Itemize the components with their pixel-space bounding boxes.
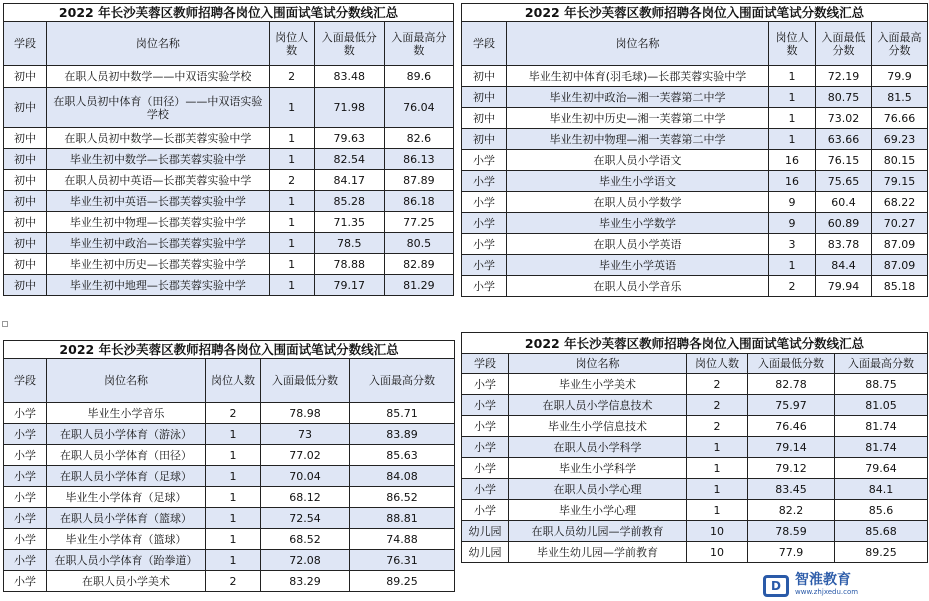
cell-max-score: 82.6 [384,128,453,149]
cell-count: 1 [269,191,314,212]
table-row [462,129,928,150]
cell-min-score: 63.66 [816,129,872,150]
cell-max-score: 85.63 [350,445,455,466]
table-row [462,500,928,521]
cell-max-score: 74.88 [350,529,455,550]
cell-stage: 初中 [4,128,47,149]
table-row [4,128,454,149]
cell-count: 1 [269,233,314,254]
cell-count: 3 [769,234,816,255]
cell-max-score: 89.25 [350,571,455,592]
cell-max-score: 84.08 [350,466,455,487]
table-title: 2022 年长沙芙蓉区教师招聘各岗位入围面试笔试分数线汇总 [462,4,928,22]
cell-min-score: 79.17 [314,275,384,296]
table-row [4,88,454,128]
cell-stage: 初中 [4,88,47,128]
cell-position: 毕业生初中地理—长郡芙蓉实验中学 [47,275,269,296]
cell-count: 2 [687,416,748,437]
table-row [462,458,928,479]
header-count: 岗位人数 [206,359,261,403]
cell-count: 1 [206,550,261,571]
header-min-score: 入面最低分数 [816,22,872,66]
cell-min-score: 72.19 [816,66,872,87]
cell-position: 在职人员初中英语—长郡芙蓉实验中学 [47,170,269,191]
table-row [462,374,928,395]
cell-min-score: 60.4 [816,192,872,213]
header-position: 岗位名称 [507,22,769,66]
cell-position: 在职人员小学体育（游泳） [47,424,206,445]
cell-count: 1 [269,254,314,275]
cell-count: 1 [206,487,261,508]
table-row [462,276,928,297]
header-position: 岗位名称 [47,22,269,66]
cell-max-score: 81.74 [835,416,928,437]
cell-stage: 小学 [462,458,509,479]
table-row [4,424,455,445]
header-stage: 学段 [4,359,47,403]
table-row [462,150,928,171]
cell-position: 在职人员幼儿园—学前教育 [509,521,687,542]
table-row [462,521,928,542]
brand-logo [763,573,923,599]
cell-position: 毕业生小学体育（篮球） [47,529,206,550]
table-row [462,234,928,255]
cell-max-score: 76.04 [384,88,453,128]
cell-position: 在职人员小学体育（田径） [47,445,206,466]
cell-max-score: 80.15 [872,150,928,171]
cell-min-score: 72.08 [261,550,350,571]
cell-count: 1 [269,212,314,233]
cell-min-score: 82.2 [748,500,835,521]
header-position: 岗位名称 [509,354,687,374]
cell-min-score: 76.46 [748,416,835,437]
cell-count: 2 [687,395,748,416]
cell-max-score: 89.25 [835,542,928,563]
cell-count: 2 [269,170,314,191]
cell-count: 9 [769,192,816,213]
table-row [4,466,455,487]
cell-count: 9 [769,213,816,234]
header-min-score: 入面最低分数 [314,22,384,66]
cell-stage: 小学 [462,416,509,437]
table-row [4,212,454,233]
cell-stage: 小学 [4,424,47,445]
table-row [4,275,454,296]
cell-stage: 小学 [462,374,509,395]
cell-position: 在职人员小学心理 [509,479,687,500]
cell-count: 2 [687,374,748,395]
table-title: 2022 年长沙芙蓉区教师招聘各岗位入围面试笔试分数线汇总 [462,333,928,354]
cell-stage: 初中 [4,212,47,233]
table-row [462,87,928,108]
table-row [4,191,454,212]
table-row [4,550,455,571]
cell-position: 在职人员小学体育（篮球） [47,508,206,529]
cell-stage: 小学 [4,508,47,529]
cell-stage: 小学 [462,437,509,458]
cell-count: 2 [206,403,261,424]
logo-icon: D [763,575,789,597]
cell-stage: 初中 [4,254,47,275]
table-row [462,437,928,458]
cell-count: 1 [206,529,261,550]
table-row [4,170,454,191]
cell-stage: 小学 [462,213,507,234]
cell-min-score: 68.52 [261,529,350,550]
cell-min-score: 78.98 [261,403,350,424]
header-max-score: 入面最高分数 [835,354,928,374]
cell-min-score: 79.94 [816,276,872,297]
cell-min-score: 77.02 [261,445,350,466]
table-row [462,255,928,276]
header-stage: 学段 [462,22,507,66]
cell-stage: 小学 [4,445,47,466]
cell-count: 1 [269,128,314,149]
cell-min-score: 79.12 [748,458,835,479]
cell-count: 2 [206,571,261,592]
score-table-1 [3,3,454,296]
cell-marker [2,321,8,327]
cell-position: 在职人员小学信息技术 [509,395,687,416]
cell-max-score: 87.09 [872,234,928,255]
cell-stage: 幼儿园 [462,521,509,542]
table-row [462,192,928,213]
cell-stage: 初中 [4,66,47,88]
cell-max-score: 89.6 [384,66,453,88]
cell-position: 在职人员小学美术 [47,571,206,592]
cell-count: 1 [769,129,816,150]
table-row [4,487,455,508]
cell-stage: 初中 [4,149,47,170]
cell-min-score: 78.5 [314,233,384,254]
cell-position: 在职人员小学体育（足球） [47,466,206,487]
cell-position: 在职人员小学语文 [507,150,769,171]
table-row [462,66,928,87]
cell-stage: 小学 [462,150,507,171]
cell-count: 1 [687,458,748,479]
table-title: 2022 年长沙芙蓉区教师招聘各岗位入围面试笔试分数线汇总 [4,4,454,22]
cell-max-score: 76.66 [872,108,928,129]
cell-position: 毕业生初中政治—湘一芙蓉第二中学 [507,87,769,108]
cell-count: 1 [687,437,748,458]
header-count: 岗位人数 [269,22,314,66]
header-stage: 学段 [462,354,509,374]
cell-stage: 初中 [462,66,507,87]
cell-stage: 初中 [4,170,47,191]
cell-position: 毕业生初中物理—长郡芙蓉实验中学 [47,212,269,233]
cell-count: 1 [206,424,261,445]
table-row [4,149,454,170]
table-row [4,403,455,424]
cell-max-score: 85.71 [350,403,455,424]
cell-stage: 小学 [462,192,507,213]
cell-stage: 初中 [462,129,507,150]
cell-min-score: 76.15 [816,150,872,171]
cell-min-score: 85.28 [314,191,384,212]
cell-max-score: 85.18 [872,276,928,297]
score-table-2 [461,3,927,297]
cell-max-score: 88.81 [350,508,455,529]
cell-count: 1 [206,445,261,466]
cell-position: 毕业生小学心理 [509,500,687,521]
table-row [462,542,928,563]
header-max-score: 入面最高分数 [384,22,453,66]
table-row [4,445,455,466]
cell-max-score: 86.52 [350,487,455,508]
cell-stage: 初中 [462,108,507,129]
cell-count: 16 [769,171,816,192]
cell-count: 16 [769,150,816,171]
cell-max-score: 69.23 [872,129,928,150]
score-table-3 [3,340,454,592]
cell-max-score: 84.1 [835,479,928,500]
cell-stage: 小学 [462,255,507,276]
cell-max-score: 80.5 [384,233,453,254]
cell-stage: 小学 [462,500,509,521]
cell-stage: 小学 [462,276,507,297]
cell-position: 毕业生初中数学—长郡芙蓉实验中学 [47,149,269,170]
cell-max-score: 79.9 [872,66,928,87]
header-count: 岗位人数 [687,354,748,374]
header-min-score: 入面最低分数 [261,359,350,403]
cell-count: 1 [269,149,314,170]
cell-position: 毕业生小学体育（足球） [47,487,206,508]
cell-position: 毕业生初中物理—湘一芙蓉第二中学 [507,129,769,150]
cell-stage: 初中 [4,191,47,212]
cell-count: 1 [769,108,816,129]
cell-position: 毕业生幼儿园—学前教育 [509,542,687,563]
cell-min-score: 73.02 [816,108,872,129]
table-row [4,233,454,254]
table-row [4,66,454,88]
cell-min-score: 80.75 [816,87,872,108]
cell-min-score: 83.45 [748,479,835,500]
cell-max-score: 87.09 [872,255,928,276]
cell-position: 毕业生初中历史—湘一芙蓉第二中学 [507,108,769,129]
cell-count: 10 [687,542,748,563]
table-row [4,508,455,529]
cell-position: 毕业生小学科学 [509,458,687,479]
cell-max-score: 68.22 [872,192,928,213]
cell-max-score: 79.64 [835,458,928,479]
cell-min-score: 71.35 [314,212,384,233]
cell-min-score: 77.9 [748,542,835,563]
header-count: 岗位人数 [769,22,816,66]
cell-min-score: 72.54 [261,508,350,529]
cell-stage: 小学 [4,403,47,424]
cell-min-score: 79.63 [314,128,384,149]
cell-stage: 小学 [4,487,47,508]
cell-max-score: 81.74 [835,437,928,458]
header-stage: 学段 [4,22,47,66]
cell-max-score: 81.05 [835,395,928,416]
cell-max-score: 87.89 [384,170,453,191]
table-row [4,571,455,592]
cell-count: 1 [206,508,261,529]
cell-position: 在职人员初中体育（田径）——中双语实验学校 [47,88,269,128]
cell-min-score: 82.54 [314,149,384,170]
cell-max-score: 76.31 [350,550,455,571]
header-position: 岗位名称 [47,359,206,403]
cell-stage: 小学 [4,550,47,571]
cell-max-score: 85.6 [835,500,928,521]
cell-position: 毕业生初中政治—长郡芙蓉实验中学 [47,233,269,254]
cell-min-score: 84.17 [314,170,384,191]
cell-position: 毕业生小学音乐 [47,403,206,424]
cell-position: 在职人员小学英语 [507,234,769,255]
cell-stage: 初中 [462,87,507,108]
cell-count: 2 [269,66,314,88]
cell-position: 毕业生小学语文 [507,171,769,192]
cell-position: 在职人员小学音乐 [507,276,769,297]
cell-position: 在职人员小学数学 [507,192,769,213]
cell-count: 1 [769,255,816,276]
cell-position: 毕业生初中体育(羽毛球)—长郡芙蓉实验中学 [507,66,769,87]
cell-position: 毕业生小学美术 [509,374,687,395]
cell-max-score: 88.75 [835,374,928,395]
cell-stage: 小学 [462,171,507,192]
cell-max-score: 70.27 [872,213,928,234]
cell-count: 1 [269,88,314,128]
cell-position: 毕业生小学数学 [507,213,769,234]
cell-min-score: 73 [261,424,350,445]
table-row [4,529,455,550]
cell-max-score: 82.89 [384,254,453,275]
cell-min-score: 60.89 [816,213,872,234]
cell-stage: 小学 [462,395,509,416]
cell-stage: 小学 [462,234,507,255]
cell-stage: 小学 [4,529,47,550]
table-row [462,479,928,500]
cell-min-score: 71.98 [314,88,384,128]
table-row [462,395,928,416]
cell-min-score: 79.14 [748,437,835,458]
table-row [462,213,928,234]
header-max-score: 入面最高分数 [350,359,455,403]
table-row [462,171,928,192]
cell-position: 在职人员小学科学 [509,437,687,458]
cell-count: 10 [687,521,748,542]
cell-position: 在职人员小学体育（跆拳道） [47,550,206,571]
logo-url: www.zhjxedu.com [795,588,859,596]
logo-name: 智淮教育 [795,572,851,588]
cell-stage: 小学 [4,466,47,487]
cell-min-score: 78.88 [314,254,384,275]
cell-position: 毕业生初中历史—长郡芙蓉实验中学 [47,254,269,275]
table-title: 2022 年长沙芙蓉区教师招聘各岗位入围面试笔试分数线汇总 [4,341,455,359]
cell-min-score: 83.48 [314,66,384,88]
cell-position: 在职人员初中数学—长郡芙蓉实验中学 [47,128,269,149]
header-min-score: 入面最低分数 [748,354,835,374]
cell-min-score: 83.78 [816,234,872,255]
cell-min-score: 70.04 [261,466,350,487]
cell-min-score: 83.29 [261,571,350,592]
cell-count: 1 [769,87,816,108]
header-max-score: 入面最高分数 [872,22,928,66]
cell-position: 毕业生小学英语 [507,255,769,276]
cell-max-score: 81.5 [872,87,928,108]
cell-count: 1 [687,479,748,500]
cell-max-score: 79.15 [872,171,928,192]
cell-count: 1 [206,466,261,487]
cell-min-score: 82.78 [748,374,835,395]
table-row [462,108,928,129]
cell-position: 毕业生初中英语—长郡芙蓉实验中学 [47,191,269,212]
cell-min-score: 68.12 [261,487,350,508]
cell-max-score: 85.68 [835,521,928,542]
cell-min-score: 75.65 [816,171,872,192]
cell-min-score: 75.97 [748,395,835,416]
cell-stage: 初中 [4,275,47,296]
cell-stage: 幼儿园 [462,542,509,563]
cell-max-score: 77.25 [384,212,453,233]
cell-position: 在职人员初中数学——中双语实验学校 [47,66,269,88]
cell-stage: 小学 [462,479,509,500]
table-row [462,416,928,437]
cell-max-score: 83.89 [350,424,455,445]
cell-min-score: 78.59 [748,521,835,542]
table-row [4,254,454,275]
cell-count: 1 [769,66,816,87]
cell-stage: 初中 [4,233,47,254]
cell-min-score: 84.4 [816,255,872,276]
score-table-4 [461,332,927,563]
cell-count: 1 [687,500,748,521]
cell-max-score: 81.29 [384,275,453,296]
cell-position: 毕业生小学信息技术 [509,416,687,437]
cell-stage: 小学 [4,571,47,592]
cell-count: 2 [769,276,816,297]
cell-count: 1 [269,275,314,296]
cell-max-score: 86.13 [384,149,453,170]
cell-max-score: 86.18 [384,191,453,212]
